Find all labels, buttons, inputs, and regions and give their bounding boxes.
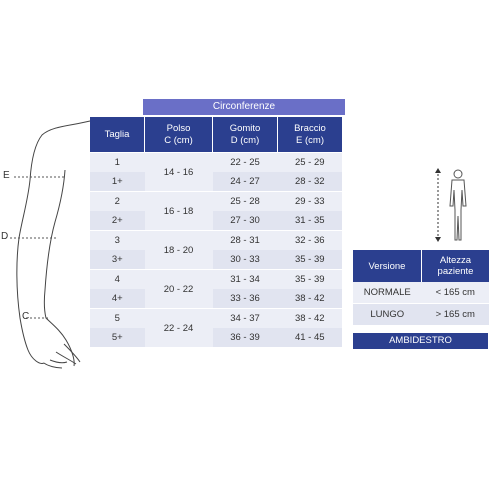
table-row [90,231,342,251]
taglia-cell: 4 [90,270,145,290]
arm-label-d: D [1,231,9,242]
braccio-cell: 35 - 39 [278,270,343,290]
taglia-cell: 2+ [90,211,145,231]
col-polso: Polso C (cm) [145,117,213,153]
arrow-down-icon [435,237,441,242]
gomito-cell: 25 - 28 [213,192,278,212]
table-row [90,153,342,173]
table-row [353,282,489,304]
col-taglia: Taglia [90,117,145,153]
taglia-cell: 1+ [90,172,145,192]
arm-label-c: C [22,311,30,322]
polso-cell: 22 - 24 [145,309,213,348]
polso-cell: 14 - 16 [145,153,213,192]
circonferenze-header: Circonferenze [143,99,345,115]
gomito-cell: 33 - 36 [213,289,278,309]
braccio-cell: 25 - 29 [278,153,343,173]
braccio-cell: 41 - 45 [278,328,343,347]
taglia-cell: 5+ [90,328,145,347]
taglia-cell: 5 [90,309,145,329]
person-body [450,180,466,240]
gomito-cell: 28 - 31 [213,231,278,251]
polso-cell: 20 - 22 [145,270,213,309]
arrow-up-icon [435,168,441,173]
col-altezza: Altezza paziente [422,250,490,282]
gomito-cell: 31 - 34 [213,270,278,290]
table-row [90,289,342,309]
braccio-cell: 38 - 42 [278,309,343,329]
table-row [90,270,342,290]
taglia-cell: 3 [90,231,145,251]
ambidestro-badge: AMBIDESTRO [353,333,488,349]
braccio-cell: 29 - 33 [278,192,343,212]
taglia-cell: 1 [90,153,145,173]
braccio-cell: 32 - 36 [278,231,343,251]
braccio-cell: 35 - 39 [278,250,343,270]
taglia-cell: 2 [90,192,145,212]
table-row [90,250,342,270]
gomito-cell: 34 - 37 [213,309,278,329]
person-height-icon [430,166,475,246]
gomito-cell: 22 - 25 [213,153,278,173]
size-table [90,117,342,347]
arm-inner-outline [44,170,74,366]
taglia-cell: 3+ [90,250,145,270]
table-row [90,192,342,212]
braccio-cell: 38 - 42 [278,289,343,309]
braccio-cell: 28 - 32 [278,172,343,192]
arm-label-e: E [3,170,10,181]
table-row [90,172,342,192]
taglia-cell: 4+ [90,289,145,309]
gomito-cell: 36 - 39 [213,328,278,347]
gomito-cell: 24 - 27 [213,172,278,192]
table-row [90,211,342,231]
versione-table [353,250,489,325]
col-versione: Versione [353,250,422,282]
arm-outline [17,121,90,363]
table-row [90,328,342,347]
person-head [454,170,462,178]
polso-cell: 18 - 20 [145,231,213,270]
gomito-cell: 27 - 30 [213,211,278,231]
polso-cell: 16 - 18 [145,192,213,231]
versione-cell: NORMALE [353,282,422,304]
arm-diagram [0,110,95,380]
table-row [90,309,342,329]
versione-cell: LUNGO [353,304,422,326]
altezza-cell: < 165 cm [422,282,490,304]
altezza-cell: > 165 cm [422,304,490,326]
col-gomito: Gomito D (cm) [213,117,278,153]
braccio-cell: 31 - 35 [278,211,343,231]
col-braccio: Braccio E (cm) [278,117,343,153]
gomito-cell: 30 - 33 [213,250,278,270]
table-row [353,304,489,326]
